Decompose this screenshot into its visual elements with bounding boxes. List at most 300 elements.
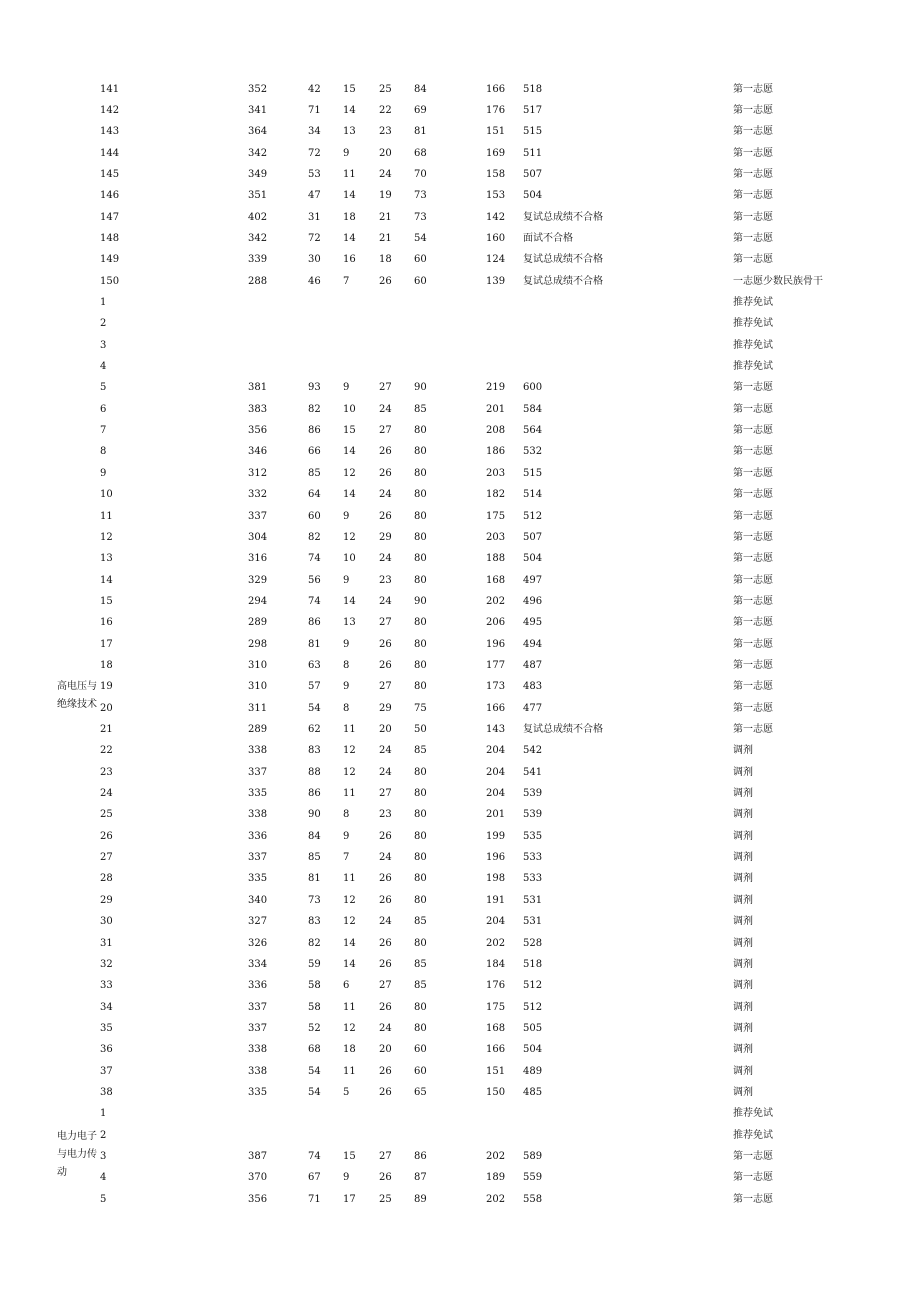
table-row (0, 441, 920, 462)
score-cell: 80 (414, 510, 427, 522)
retest-score: 143 (486, 724, 506, 735)
score-cell: 90 (308, 809, 321, 821)
score-cell: 26 (379, 830, 392, 842)
table-row (0, 847, 920, 868)
table-row (0, 890, 920, 911)
admission-note: 调剂 (733, 980, 753, 992)
table-row (0, 527, 920, 548)
initial-total-score: 298 (248, 638, 268, 650)
score-cell: 80 (414, 830, 427, 842)
score-cell: 12 (343, 766, 356, 778)
score-cell: 80 (414, 467, 427, 479)
final-result: 497 (523, 574, 543, 586)
table-row (0, 121, 920, 142)
score-cell: 66 (308, 446, 321, 458)
retest-score: 186 (486, 446, 506, 458)
score-cell: 34 (308, 126, 321, 138)
table-row (0, 356, 920, 377)
score-cell: 83 (308, 916, 321, 928)
score-cell: 27 (379, 1151, 392, 1162)
table-row (0, 997, 920, 1018)
final-result: 512 (523, 980, 543, 992)
score-cell: 26 (379, 275, 392, 287)
initial-total-score: 289 (248, 617, 268, 629)
score-cell: 9 (343, 638, 350, 650)
row-number: 146 (100, 190, 120, 202)
score-cell: 12 (343, 531, 356, 543)
row-number: 34 (100, 1001, 113, 1013)
final-result: 532 (523, 446, 543, 458)
row-number: 30 (100, 916, 113, 928)
table-row (0, 377, 920, 398)
score-cell: 72 (308, 232, 321, 244)
retest-score: 191 (486, 894, 506, 906)
initial-total-score: 327 (248, 916, 268, 928)
score-cell: 22 (379, 104, 392, 116)
score-cell: 17 (343, 1193, 356, 1205)
score-cell: 23 (379, 809, 392, 821)
table-row (0, 1082, 920, 1103)
table-row (0, 954, 920, 975)
score-cell: 16 (343, 254, 356, 266)
admission-note: 第一志愿 (733, 403, 773, 415)
retest-score: 206 (486, 617, 506, 629)
initial-total-score: 349 (248, 168, 268, 180)
score-cell: 20 (379, 1044, 392, 1056)
admission-note: 调剂 (733, 830, 753, 842)
score-cell: 85 (414, 958, 427, 970)
score-cell: 8 (343, 659, 350, 671)
row-number: 28 (100, 873, 113, 885)
table-row (0, 164, 920, 185)
final-result: 511 (523, 147, 543, 159)
final-result: 539 (523, 809, 543, 821)
row-number: 13 (100, 553, 113, 565)
score-cell: 21 (379, 211, 392, 223)
score-cell: 57 (308, 681, 321, 693)
retest-score: 208 (486, 425, 506, 437)
retest-score: 198 (486, 873, 506, 885)
initial-total-score: 341 (248, 104, 268, 116)
score-cell: 68 (308, 1044, 321, 1056)
admission-note: 第一志愿 (733, 489, 773, 501)
score-cell: 19 (379, 190, 392, 202)
score-cell: 60 (414, 1044, 427, 1056)
score-cell: 71 (308, 1193, 321, 1205)
score-cell: 27 (379, 425, 392, 437)
retest-score: 166 (486, 83, 506, 95)
score-cell: 11 (343, 1065, 356, 1077)
score-cell: 9 (343, 1172, 350, 1184)
admission-note: 第一志愿 (733, 617, 773, 629)
retest-score: 202 (486, 937, 506, 949)
table-row (0, 249, 920, 270)
score-cell: 80 (414, 788, 427, 800)
admission-note: 第一志愿 (733, 126, 773, 138)
score-cell: 85 (308, 467, 321, 479)
table-row (0, 420, 920, 441)
row-number: 21 (100, 724, 113, 735)
initial-total-score: 316 (248, 553, 268, 565)
score-cell: 74 (308, 595, 321, 607)
score-cell: 12 (343, 1022, 356, 1034)
initial-total-score: 288 (248, 275, 268, 287)
score-cell: 9 (343, 147, 350, 159)
table-row (0, 228, 920, 249)
row-number: 16 (100, 617, 113, 629)
score-cell: 60 (414, 1065, 427, 1077)
row-number: 150 (100, 275, 120, 287)
row-number: 7 (100, 425, 107, 437)
score-cell: 80 (414, 553, 427, 565)
score-cell: 14 (343, 190, 356, 202)
row-number: 143 (100, 126, 120, 138)
score-cell: 14 (343, 232, 356, 244)
score-cell: 80 (414, 937, 427, 949)
initial-total-score: 340 (248, 894, 268, 906)
admission-note: 推荐免试 (733, 318, 773, 330)
final-result: 512 (523, 1001, 543, 1013)
score-cell: 9 (343, 382, 350, 394)
score-cell: 80 (414, 617, 427, 629)
admission-note: 第一志愿 (733, 147, 773, 159)
admission-note: 调剂 (733, 809, 753, 821)
score-cell: 24 (379, 745, 392, 757)
retest-score: 204 (486, 745, 506, 757)
final-result: 515 (523, 467, 543, 479)
table-row (0, 1125, 920, 1146)
retest-score: 184 (486, 958, 506, 970)
table-row (0, 783, 920, 804)
final-result: 518 (523, 958, 543, 970)
table-row (0, 143, 920, 164)
table-row (0, 826, 920, 847)
initial-total-score: 352 (248, 83, 268, 95)
admission-note: 调剂 (733, 852, 753, 864)
score-cell: 30 (308, 254, 321, 266)
retest-score: 196 (486, 852, 506, 864)
final-result: 复试总成绩不合格 (523, 275, 603, 287)
score-cell: 80 (414, 852, 427, 864)
retest-score: 203 (486, 467, 506, 479)
score-cell: 88 (308, 766, 321, 778)
score-cell: 86 (414, 1151, 427, 1162)
score-cell: 24 (379, 168, 392, 180)
admission-note: 第一志愿 (733, 574, 773, 586)
score-cell: 7 (343, 852, 350, 864)
row-number: 31 (100, 937, 113, 949)
score-cell: 80 (414, 659, 427, 671)
row-number: 25 (100, 809, 113, 821)
score-cell: 8 (343, 702, 350, 714)
row-number: 38 (100, 1086, 113, 1098)
score-cell: 42 (308, 83, 321, 95)
table-row (0, 740, 920, 761)
final-result: 558 (523, 1193, 543, 1205)
row-number: 145 (100, 168, 120, 180)
score-cell: 31 (308, 211, 321, 223)
score-cell: 27 (379, 382, 392, 394)
score-cell: 13 (343, 617, 356, 629)
final-result: 494 (523, 638, 543, 650)
admission-note: 推荐免试 (733, 1108, 773, 1120)
initial-total-score: 338 (248, 1044, 268, 1056)
retest-score: 139 (486, 275, 506, 287)
initial-total-score: 337 (248, 1022, 268, 1034)
final-result: 496 (523, 595, 543, 607)
score-cell: 68 (414, 147, 427, 159)
initial-total-score: 335 (248, 873, 268, 885)
row-number: 29 (100, 894, 113, 906)
admission-note: 调剂 (733, 873, 753, 885)
retest-score: 176 (486, 980, 506, 992)
initial-total-score: 336 (248, 980, 268, 992)
retest-score: 175 (486, 1001, 506, 1013)
score-cell: 85 (414, 916, 427, 928)
final-result: 539 (523, 788, 543, 800)
retest-score: 202 (486, 595, 506, 607)
row-number: 4 (100, 361, 107, 373)
score-cell: 14 (343, 958, 356, 970)
score-cell: 90 (414, 382, 427, 394)
score-cell: 53 (308, 168, 321, 180)
table-row (0, 1061, 920, 1082)
score-cell: 15 (343, 425, 356, 437)
row-number: 23 (100, 766, 113, 778)
score-cell: 26 (379, 659, 392, 671)
final-result: 504 (523, 190, 543, 202)
score-cell: 26 (379, 937, 392, 949)
final-result: 528 (523, 937, 543, 949)
retest-score: 189 (486, 1172, 506, 1184)
retest-score: 175 (486, 510, 506, 522)
table-row (0, 1146, 920, 1167)
final-result: 559 (523, 1172, 543, 1184)
admission-note: 第一志愿 (733, 425, 773, 437)
initial-total-score: 337 (248, 510, 268, 522)
score-cell: 24 (379, 1022, 392, 1034)
initial-total-score: 336 (248, 830, 268, 842)
score-cell: 82 (308, 531, 321, 543)
retest-score: 196 (486, 638, 506, 650)
score-cell: 60 (414, 275, 427, 287)
final-result: 533 (523, 873, 543, 885)
score-cell: 90 (414, 595, 427, 607)
table-row (0, 100, 920, 121)
admission-note: 调剂 (733, 788, 753, 800)
initial-total-score: 402 (248, 211, 268, 223)
score-cell: 14 (343, 489, 356, 501)
row-number: 10 (100, 489, 113, 501)
score-cell: 23 (379, 574, 392, 586)
score-cell: 80 (414, 531, 427, 543)
admission-note: 推荐免试 (733, 1129, 773, 1141)
initial-total-score: 329 (248, 574, 268, 586)
score-cell: 80 (414, 766, 427, 778)
score-cell: 11 (343, 1001, 356, 1013)
score-cell: 11 (343, 168, 356, 180)
final-result: 面试不合格 (523, 232, 573, 244)
initial-total-score: 383 (248, 403, 268, 415)
score-cell: 80 (414, 681, 427, 693)
score-cell: 21 (379, 232, 392, 244)
initial-total-score: 310 (248, 659, 268, 671)
retest-score: 177 (486, 659, 506, 671)
score-cell: 9 (343, 574, 350, 586)
score-cell: 62 (308, 724, 321, 735)
retest-score: 166 (486, 702, 506, 714)
retest-score: 188 (486, 553, 506, 565)
initial-total-score: 364 (248, 126, 268, 138)
initial-total-score: 338 (248, 809, 268, 821)
row-number: 4 (100, 1172, 107, 1184)
major-label: 高电压与绝缘技术 (57, 681, 97, 710)
score-cell: 14 (343, 446, 356, 458)
admission-note: 第一志愿 (733, 232, 773, 244)
final-result: 542 (523, 745, 543, 757)
row-number: 6 (100, 403, 107, 415)
retest-score: 202 (486, 1193, 506, 1205)
score-cell: 52 (308, 1022, 321, 1034)
admission-note: 调剂 (733, 916, 753, 928)
retest-score: 173 (486, 681, 506, 693)
final-result: 564 (523, 425, 543, 437)
row-number: 3 (100, 1151, 107, 1162)
row-number: 17 (100, 638, 113, 650)
row-number: 35 (100, 1022, 113, 1034)
score-cell: 29 (379, 702, 392, 714)
score-cell: 56 (308, 574, 321, 586)
initial-total-score: 338 (248, 1065, 268, 1077)
admission-note: 第一志愿 (733, 510, 773, 522)
row-number: 147 (100, 211, 120, 223)
score-cell: 6 (343, 980, 350, 992)
initial-total-score: 326 (248, 937, 268, 949)
initial-total-score: 337 (248, 766, 268, 778)
admission-note: 第一志愿 (733, 681, 773, 693)
table-row (0, 463, 920, 484)
score-cell: 80 (414, 574, 427, 586)
score-cell: 83 (308, 745, 321, 757)
row-number: 20 (100, 702, 113, 714)
score-cell: 80 (414, 446, 427, 458)
score-cell: 74 (308, 1151, 321, 1162)
row-number: 15 (100, 595, 113, 607)
score-cell: 47 (308, 190, 321, 202)
table-row (0, 933, 920, 954)
score-cell: 10 (343, 403, 356, 415)
score-cell: 54 (308, 1086, 321, 1098)
score-cell: 65 (414, 1086, 427, 1098)
final-result: 477 (523, 702, 543, 714)
admission-note: 第一志愿 (733, 1151, 773, 1162)
row-number: 149 (100, 254, 120, 266)
score-cell: 86 (308, 617, 321, 629)
final-result: 535 (523, 830, 543, 842)
table-row (0, 271, 920, 292)
score-cell: 87 (414, 1172, 427, 1184)
retest-score: 166 (486, 1044, 506, 1056)
retest-score: 201 (486, 403, 506, 415)
score-cell: 12 (343, 894, 356, 906)
score-cell: 86 (308, 425, 321, 437)
table-row (0, 399, 920, 420)
initial-total-score: 334 (248, 958, 268, 970)
table-row (0, 804, 920, 825)
row-number: 11 (100, 510, 113, 522)
admission-note: 第一志愿 (733, 702, 773, 714)
score-cell: 85 (414, 980, 427, 992)
score-cell: 75 (414, 702, 427, 714)
initial-total-score: 356 (248, 1193, 268, 1205)
retest-score: 219 (486, 382, 506, 394)
final-result: 541 (523, 766, 543, 778)
score-cell: 85 (414, 745, 427, 757)
admission-note: 调剂 (733, 1086, 753, 1098)
score-cell: 13 (343, 126, 356, 138)
score-cell: 26 (379, 467, 392, 479)
retest-score: 151 (486, 1065, 506, 1077)
score-cell: 26 (379, 446, 392, 458)
score-cell: 63 (308, 659, 321, 671)
score-cell: 26 (379, 638, 392, 650)
score-cell: 18 (343, 1044, 356, 1056)
score-cell: 26 (379, 1001, 392, 1013)
score-cell: 27 (379, 980, 392, 992)
retest-score: 202 (486, 1151, 506, 1162)
admission-note: 第一志愿 (733, 659, 773, 671)
row-number: 37 (100, 1065, 113, 1077)
admission-note: 调剂 (733, 894, 753, 906)
final-result: 518 (523, 83, 543, 95)
row-number: 1 (100, 1108, 107, 1120)
admission-note: 第一志愿 (733, 724, 773, 735)
row-number: 144 (100, 147, 120, 159)
admission-note: 第一志愿 (733, 190, 773, 202)
score-cell: 85 (414, 403, 427, 415)
table-row (0, 698, 920, 719)
final-result: 512 (523, 510, 543, 522)
retest-score: 169 (486, 147, 506, 159)
row-number: 24 (100, 788, 113, 800)
score-cell: 71 (308, 104, 321, 116)
table-row (0, 506, 920, 527)
table-row (0, 1039, 920, 1060)
final-result: 531 (523, 916, 543, 928)
retest-score: 204 (486, 766, 506, 778)
score-cell: 73 (414, 211, 427, 223)
score-cell: 9 (343, 830, 350, 842)
admission-note: 调剂 (733, 1001, 753, 1013)
initial-total-score: 304 (248, 531, 268, 543)
table-row (0, 207, 920, 228)
score-cell: 59 (308, 958, 321, 970)
score-cell: 27 (379, 788, 392, 800)
table-row (0, 634, 920, 655)
initial-total-score: 339 (248, 254, 268, 266)
row-number: 3 (100, 339, 107, 351)
initial-total-score: 342 (248, 232, 268, 244)
table-row (0, 676, 920, 697)
table-row (0, 762, 920, 783)
score-cell: 23 (379, 126, 392, 138)
retest-score: 142 (486, 211, 506, 223)
admission-note: 一志愿少数民族骨干 (733, 275, 823, 287)
score-cell: 25 (379, 83, 392, 95)
admission-note: 调剂 (733, 1044, 753, 1056)
retest-score: 203 (486, 531, 506, 543)
score-cell: 85 (308, 852, 321, 864)
